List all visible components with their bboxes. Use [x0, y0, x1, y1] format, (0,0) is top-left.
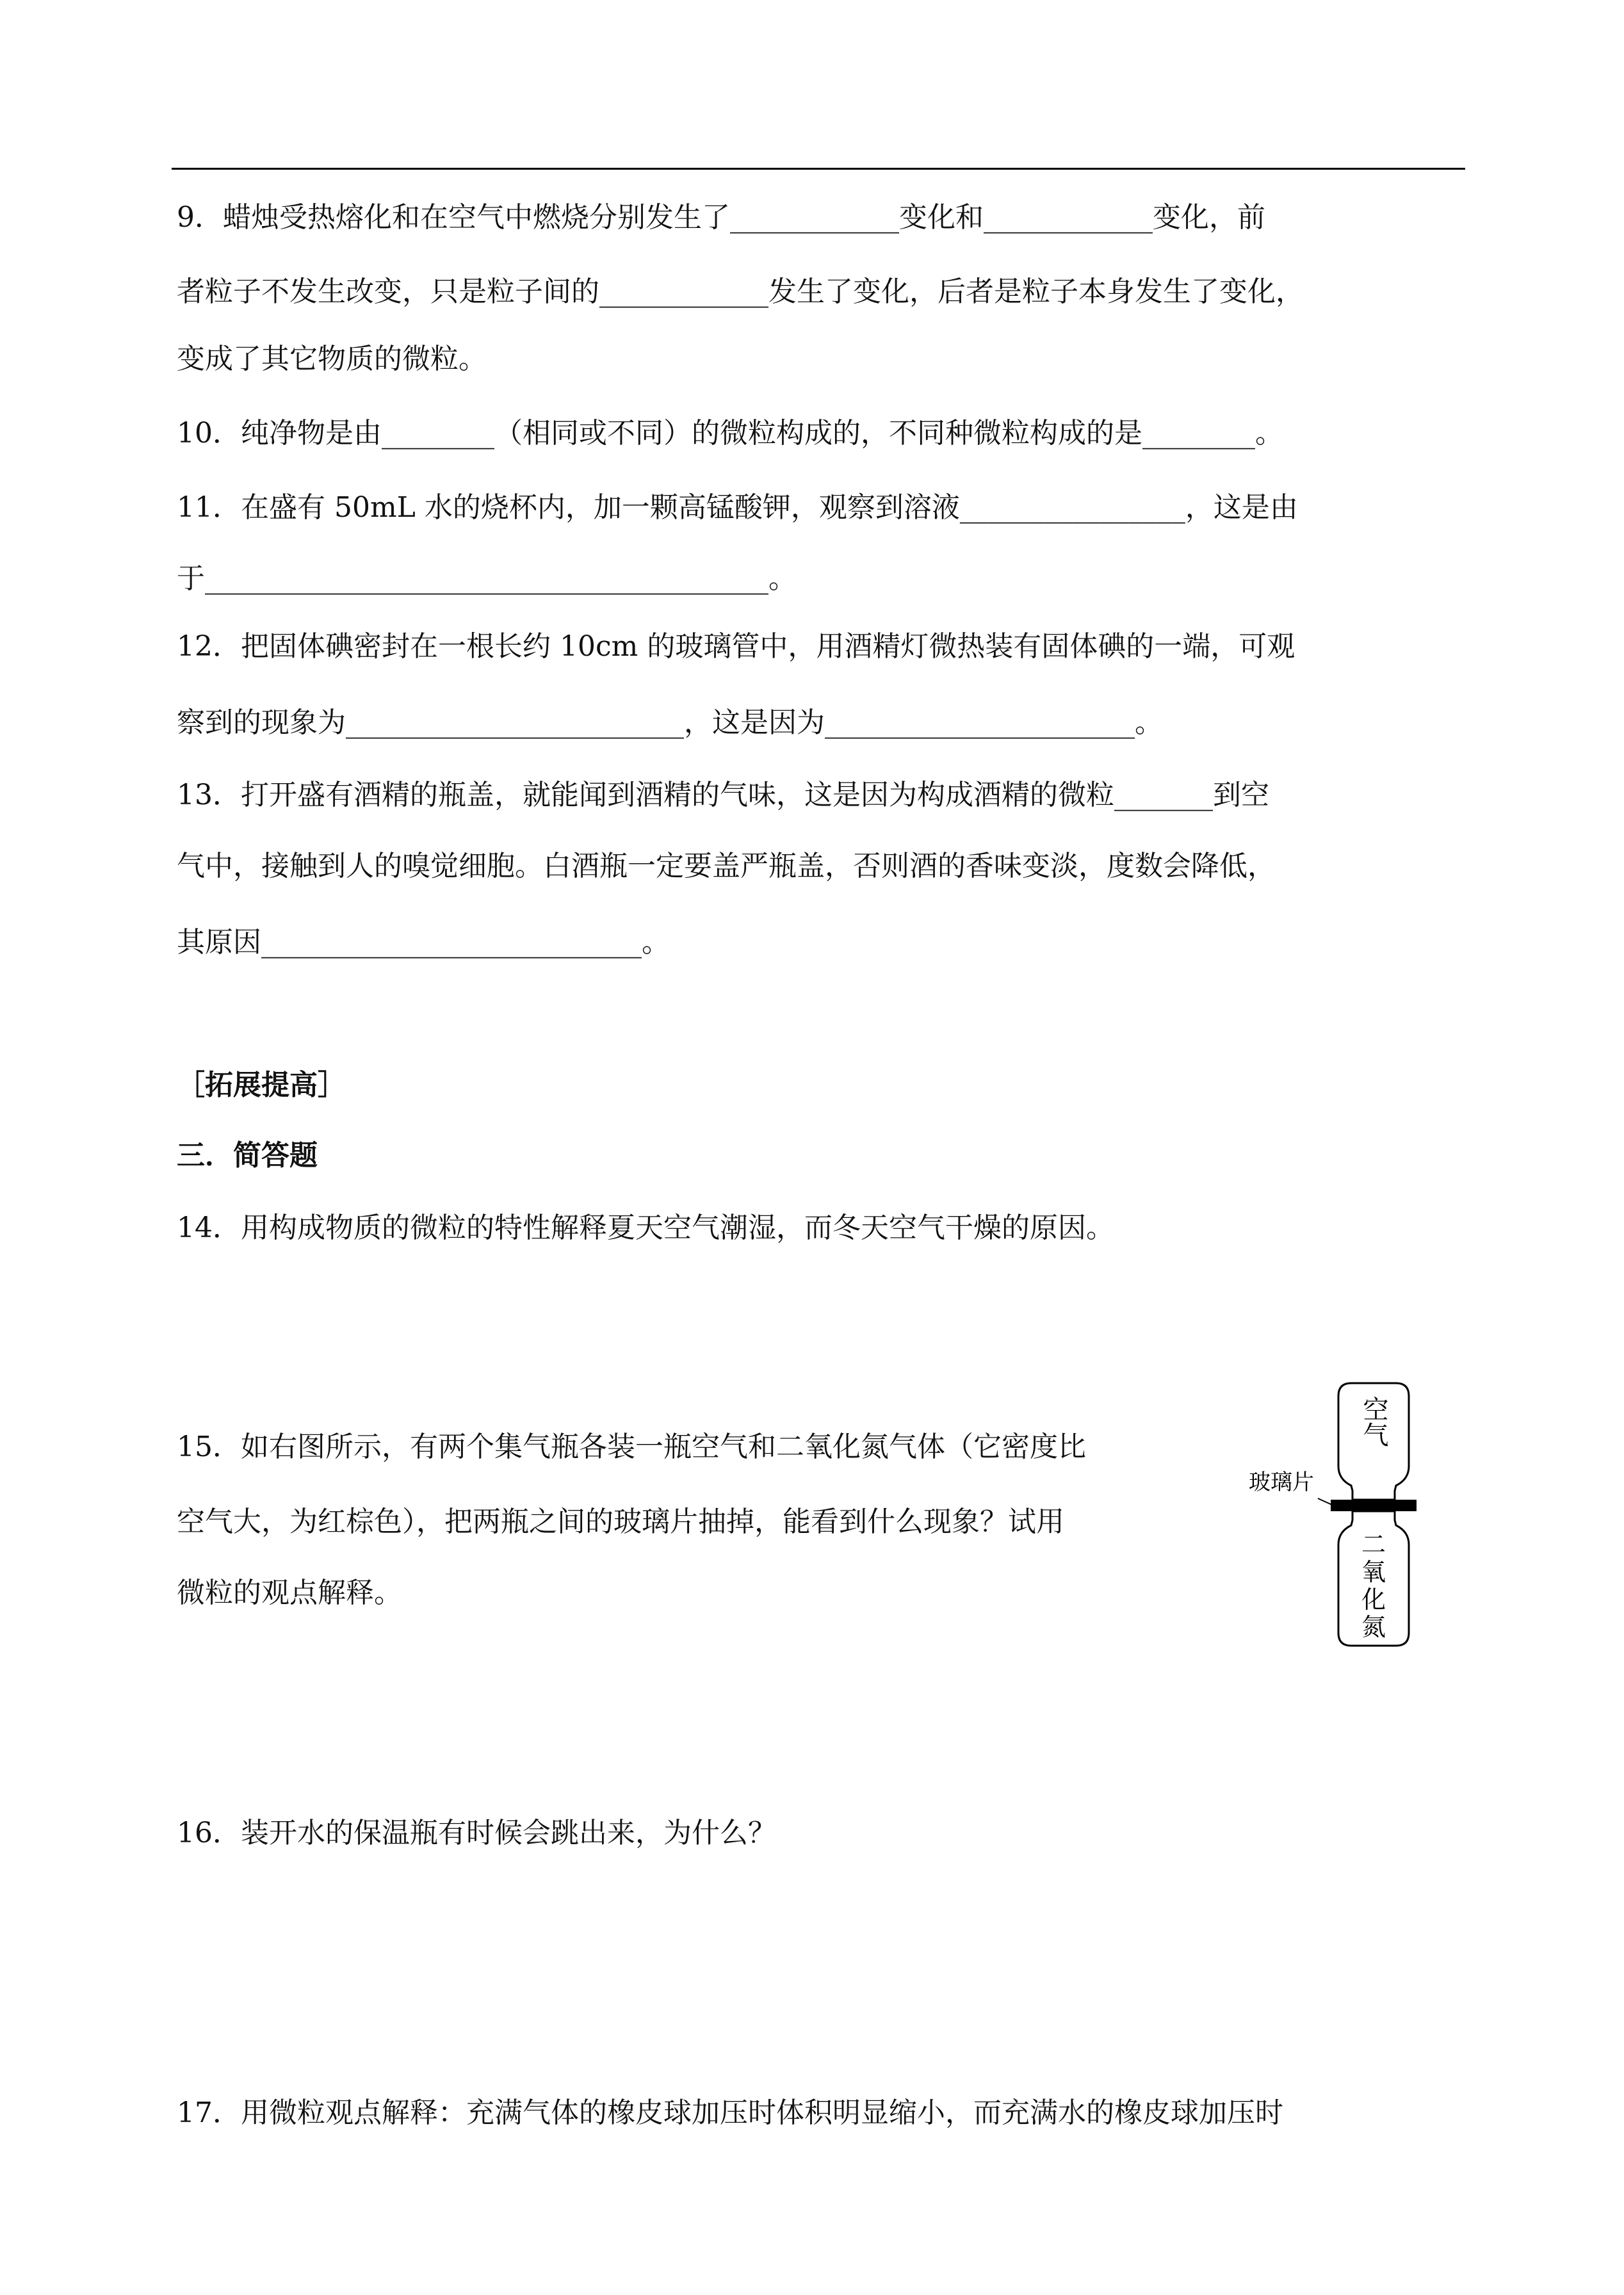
part-heading: 三．简答题 [177, 1139, 318, 1172]
q15-line-2: 空气大，为红棕色），把两瓶之间的玻璃片抽掉，能看到什么现象？试用 [177, 1505, 1064, 1538]
q12-line-2: 察到的现象为________________________，这是因为______________________。 [177, 706, 1163, 739]
q13-line-3: 其原因___________________________。 [177, 926, 670, 959]
q9-line-2: 者粒子不发生改变，只是粒子间的____________发生了变化，后者是粒子本身发生了变化， [177, 275, 1304, 308]
q10-line-1: 10．纯净物是由________（相同或不同）的微粒构成的，不同种微粒构成的是________。 [177, 417, 1283, 450]
q11-line-1: 11．在盛有 50mL 水的烧杯内，加一颗高锰酸钾，观察到溶液________________，这是由 [177, 491, 1298, 524]
bottom-jar-label-2: 氧 [1361, 1558, 1386, 1586]
glass-plate [1331, 1500, 1417, 1511]
q15-line-1: 15．如右图所示，有两个集气瓶各装一瓶空气和二氧化氮气体（它密度比 [177, 1431, 1086, 1463]
gas-jar-diagram [1249, 1377, 1466, 1658]
q13-line-2: 气中，接触到人的嗅觉细胞。白酒瓶一定要盖严瓶盖，否则酒的香味变淡，度数会降低， [177, 850, 1276, 882]
bottom-jar-label-3: 化 [1361, 1585, 1386, 1614]
q17-line-1: 17．用微粒观点解释：充满气体的橡皮球加压时体积明显缩小，而充满水的橡皮球加压时 [177, 2096, 1283, 2129]
section-heading: ［拓展提高］ [177, 1069, 346, 1101]
q9-line-3: 变成了其它物质的微粒。 [177, 343, 487, 375]
q13-line-1: 13．打开盛有酒精的瓶盖，就能闻到酒精的气味，这是因为构成酒精的微粒_______到空 [177, 779, 1269, 811]
header-rule [172, 168, 1465, 170]
q11-line-2: 于________________________________________。 [177, 562, 797, 595]
glass-label: 玻璃片 [1249, 1470, 1314, 1495]
bottom-jar-label-4: 氮 [1361, 1613, 1386, 1641]
q14-line-1: 14．用构成物质的微粒的特性解释夏天空气潮湿，而冬天空气干燥的原因。 [177, 1212, 1114, 1244]
bottom-jar-label-1: 二 [1361, 1530, 1386, 1559]
q15-line-3: 微粒的观点解释。 [177, 1577, 402, 1609]
q9-line-1: 9．蜡烛受热熔化和在空气中燃烧分别发生了____________变化和____________变化，前 [177, 201, 1265, 234]
glass-label-pointer [1318, 1498, 1332, 1505]
top-jar-label: 空气 [1359, 1396, 1388, 1447]
q16-line-1: 16．装开水的保温瓶有时候会跳出来，为什么？ [177, 1817, 776, 1849]
q12-line-1: 12．把固体碘密封在一根长约 10cm 的玻璃管中，用酒精灯微热装有固体碘的一端，可观 [177, 630, 1295, 663]
